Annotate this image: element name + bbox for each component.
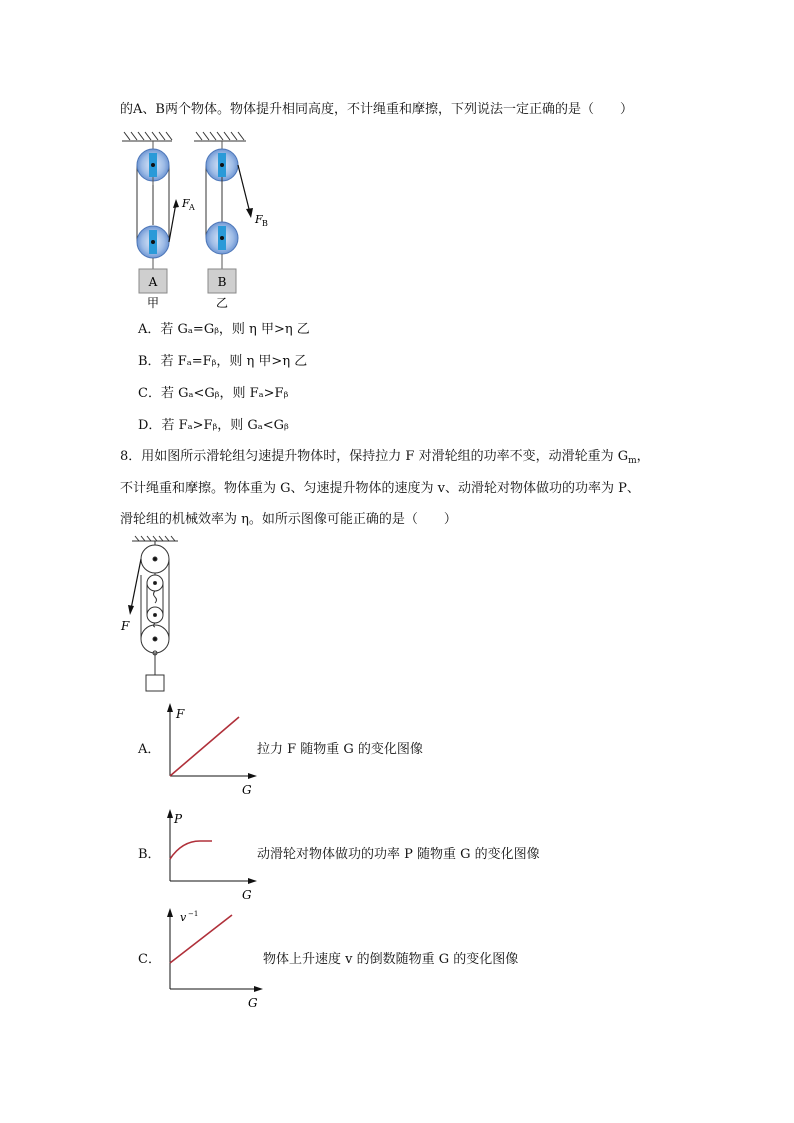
graph-a-xlabel: G [242,783,252,797]
force-label-fa: F [182,197,190,210]
graph-b-curve [170,841,212,859]
graph-b-ylabel: P [174,812,183,826]
graph-c-ylabel-sup: −1 [188,910,199,918]
force-label-f: F [121,619,130,633]
q7-intro: 的A、B两个物体。物体提升相同高度，不计绳重和摩擦，下列说法一定正确的是（ ） [120,102,633,117]
caption-jia: 甲 [146,296,160,310]
q8-line-1: 8．用如图所示滑轮组匀速提升物体时，保持拉力 F 对滑轮组的功率不变，动滑轮重为 $G_m$， [120,449,650,466]
q7-option-b: B．若 Fₐ=Fᵦ，则 η 甲>η 乙 [138,354,308,369]
graph-option-b [160,805,270,905]
q8-option-a-desc: 拉力 F 随物重 G 的变化图像 [257,742,423,757]
q8-option-a-letter: A． [138,742,161,757]
q7-option-a-text: 若 Gₐ=Gᵦ，则 η 甲>η 乙 [160,322,310,337]
force-label-fb: F [255,213,263,226]
graph-option-c [160,905,280,1013]
pulley-figure-q8 [115,535,195,700]
q8-line-3: 滑轮组的机械效率为 η。如所示图像可能正确的是（ ） [120,512,457,527]
ceiling-hatch-yi [194,132,246,141]
caption-yi: 乙 [215,296,229,310]
q7-option-d-text: 若 Fₐ>Fᵦ，则 Gₐ<Gᵦ [161,418,289,433]
pulley-system-jia [137,141,195,310]
graph-option-a [160,700,270,800]
q8-line-2: 不计绳重和摩擦。物体重为 G、匀速提升物体的速度为 v、动滑轮对物体做功的功率为 P、 [120,481,640,496]
graph-b-xlabel: G [242,888,252,902]
force-label-fa-sub: A [189,203,195,212]
ceiling-hatch-jia [122,132,172,141]
q8-option-c-letter: C． [138,952,161,967]
q8-option-c-desc: 物体上升速度 v 的倒数随物重 G 的变化图像 [263,952,519,967]
q7-option-c: C．若 Gₐ<Gᵦ，则 Fₐ>Fᵦ [138,386,289,401]
graph-a-line [170,717,239,776]
graph-c-ylabel: v [180,911,187,924]
graph-a-ylabel: F [176,707,185,721]
graph-c-xlabel: G [248,996,258,1010]
q8-option-b-desc: 动滑轮对物体做功的功率 P 随物重 G 的变化图像 [257,847,540,862]
force-label-fb-sub: B [262,219,268,228]
pulley-figure-q7 [118,125,278,310]
q7-option-d: D．若 Fₐ>Fᵦ，则 Gₐ<Gᵦ [138,418,289,433]
block-label-b: B [217,275,227,289]
q8-option-b-letter: B． [138,847,161,862]
q7-option-b-text: 若 Fₐ=Fᵦ，则 η 甲>η 乙 [160,354,308,369]
q7-option-c-text: 若 Gₐ<Gᵦ，则 Fₐ>Fᵦ [160,386,289,401]
pulley-system-yi [206,141,268,310]
q7-option-a: A．若 Gₐ=Gᵦ，则 η 甲>η 乙 [138,322,310,337]
block-label-a: A [148,275,158,289]
